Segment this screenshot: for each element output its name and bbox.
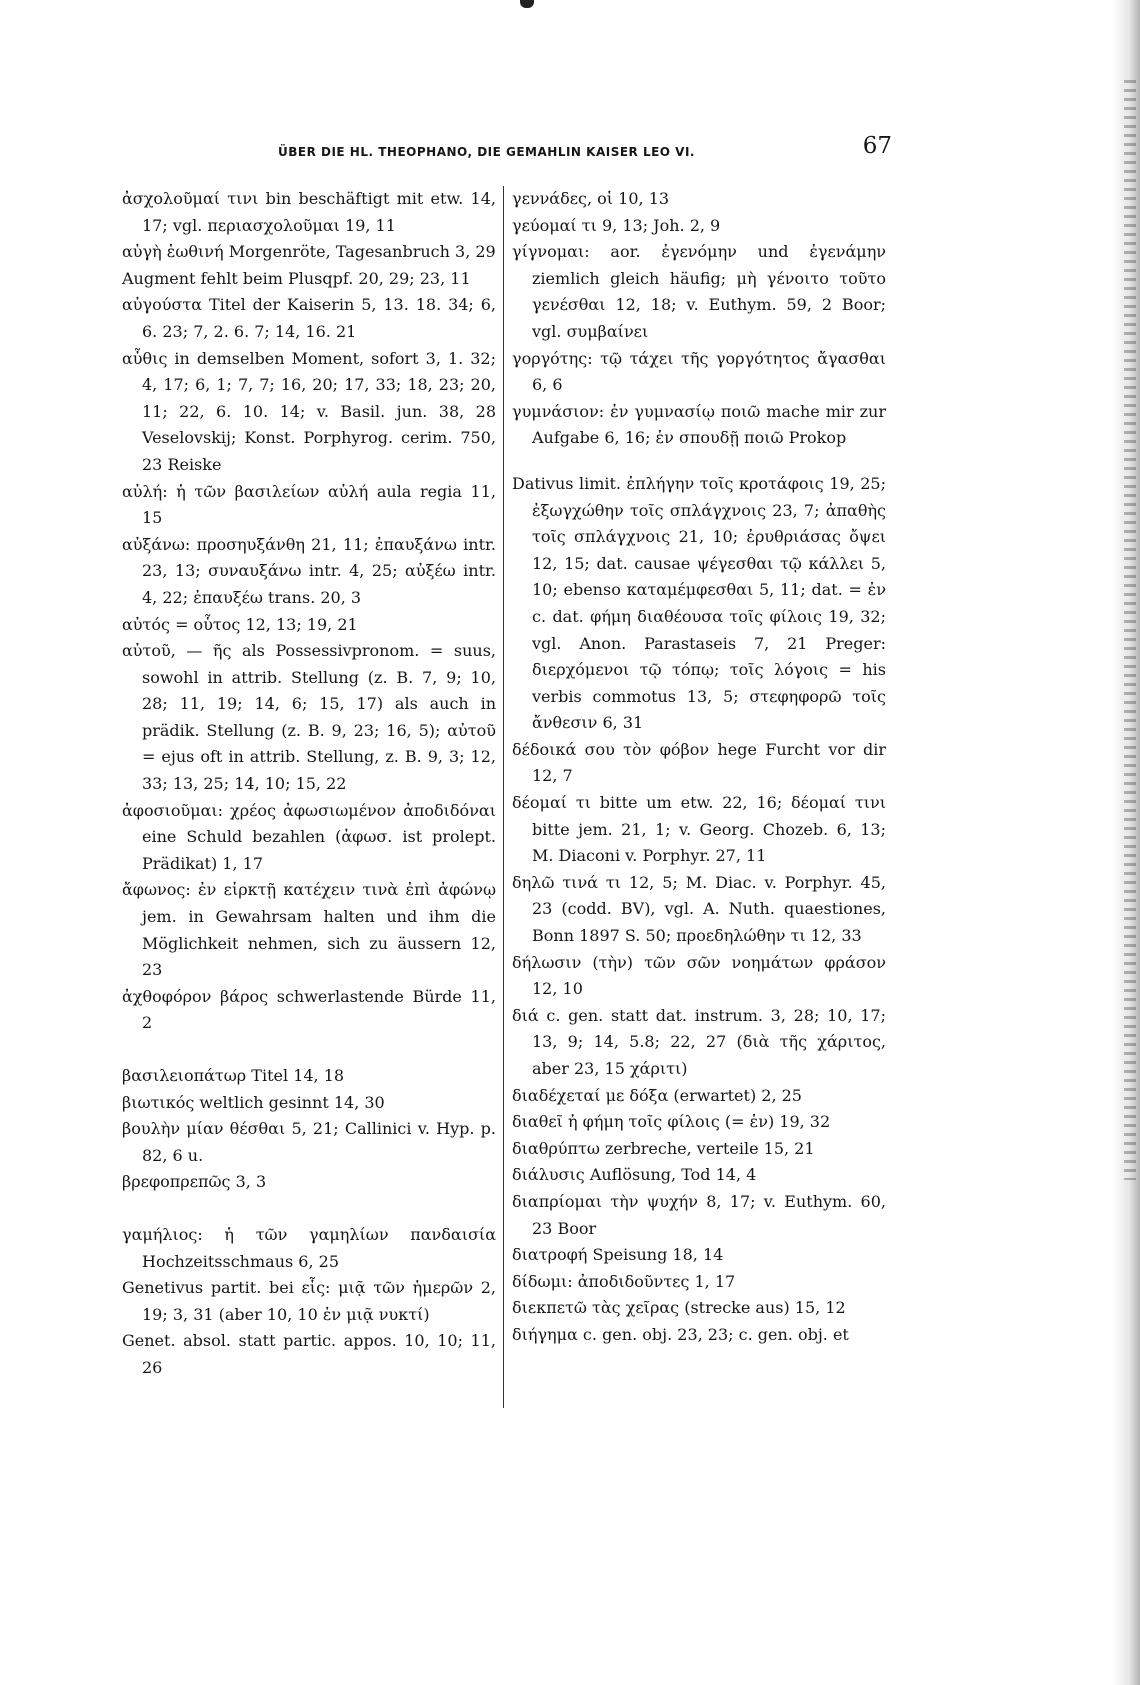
- index-entry: Genet. absol. statt partic. appos. 10, 10; 11, 26: [122, 1331, 496, 1377]
- scan-edge-shadow: [1112, 0, 1140, 1685]
- index-entry: αὖθις in demselben Moment, sofort 3, 1. 32; 4, 17; 6, 1; 7, 7; 16, 20; 17, 33; 18, 23; 20, 11; 22, 6. 10. 14; v. Basil. jun. 38, 28 Veselovskij; Konst. Porphyrog. cerim. 750, 23 Reiske: [122, 348, 496, 474]
- index-entry: ἀφοσιοῦμαι: χρέος ἀφωσιωμένον ἀποδιδόναι eine Schuld bezahlen (ἀφωσ. ist prolept. Prädikat) 1, 17: [122, 800, 496, 873]
- running-title: ÜBER DIE HL. THEOPHANO, DIE GEMAHLIN KAISER LEO VI.: [278, 145, 695, 159]
- index-entry: αὐγούστα Titel der Kaiserin 5, 13. 18. 34; 6, 6. 23; 7, 2. 6. 7; 14, 16. 21: [122, 295, 496, 341]
- index-entry: Dativus limit. ἐπλήγην τοῖς κροτάφοις 19, 25; ἐξωγχώθην τοῖς σπλάγχνοις 23, 7; ἀπαθὴς τοῖς σπλάγχνοις 21, 10; ἐρυθριάσας ὄψει 12, 15; dat. causae ψέγεσθαι τῷ κάλλει 5, 10; ebenso καταμέμφεσθαι 5, 11; dat. = ἐν c. dat. φήμη διαθέουσα τοῖς φίλοις 19, 32; vgl. Anon. Parastaseis 7, 21 Preger: διερχόμενοι τῷ τόπῳ; τοῖς λόγοις = his verbis commotus 13, 5; στεφηφορῶ τοῖς ἄνθεσιν 6, 31: [512, 473, 886, 733]
- index-entry: διαθρύπτω zerbreche, verteile 15, 21: [512, 1138, 815, 1158]
- index-entry: γίγνομαι: aor. ἐγενόμην und ἐγενάμην ziemlich gleich häufig; μὴ γένοιτο τοῦτο γενέσθαι 12, 18; v. Euthym. 59, 2 Boor; vgl. συμβαίνει: [512, 242, 886, 341]
- section-gap: [122, 1196, 496, 1222]
- index-entry: βρεφοπρεπῶς 3, 3: [122, 1172, 267, 1192]
- index-entry: διαπρίομαι τὴν ψυχήν 8, 17; v. Euthym. 60, 23 Boor: [512, 1191, 886, 1238]
- index-entry: Augment fehlt beim Plusqpf. 20, 29; 23, 11: [122, 268, 471, 288]
- index-entry: γεννάδες, οἱ 10, 13: [512, 189, 670, 208]
- column-divider: [503, 186, 504, 1408]
- index-entry: δηλῶ τινά τι 12, 5; M. Diac. v. Porphyr. 45, 23 (codd. BV), vgl. A. Nuth. quaestiones, Bonn 1897 S. 50; προεδηλώθην τι 12, 33: [512, 872, 886, 946]
- index-entry: διάλυσις Auflösung, Tod 14, 4: [512, 1165, 757, 1185]
- index-entry: γοργότης: τῷ τάχει τῆς γοργότητος ἄγασθαι 6, 6: [512, 348, 886, 395]
- index-entry: διήγημα c. gen. obj. 23, 23; c. gen. obj. et: [512, 1324, 849, 1344]
- index-entry: ἀχθοφόρον βάρος schwerlastende Bürde 11, 2: [122, 986, 496, 1033]
- index-entry: διαθεῖ ἡ φήμη τοῖς φίλοις (= ἐν) 19, 32: [512, 1112, 831, 1132]
- index-entry: διεκπετῶ τὰς χεῖρας (strecke aus) 15, 12: [512, 1298, 846, 1318]
- right-column: [512, 186, 886, 1349]
- index-entry: γαμήλιος: ἡ τῶν γαμηλίων πανδαισία Hochzeitsschmaus 6, 25: [122, 1224, 496, 1271]
- index-entry: βουλὴν μίαν θέσθαι 5, 21; Callinici v. Hyp. p. 82, 6 u.: [122, 1119, 496, 1165]
- index-entry: Genetivus partit. bei εἷς: μιᾷ τῶν ἡμερῶν 2, 19; 3, 31 (aber 10, 10 ἐν μιᾷ νυκτί): [122, 1278, 496, 1324]
- index-entry: δίδωμι: ἀποδιδοῦντες 1, 17: [512, 1271, 736, 1291]
- page-number: 67: [862, 133, 892, 159]
- index-entry: αὐτός = οὗτος 12, 13; 19, 21: [122, 614, 358, 634]
- section-gap: [122, 1037, 496, 1063]
- index-entry: γυμνάσιον: ἐν γυμνασίῳ ποιῶ mache mir zur Aufgabe 6, 16; ἐν σπουδῇ ποιῶ Prokop: [512, 401, 886, 448]
- page-header: [192, 133, 892, 173]
- index-entry: αὐγὴ ἑωθινή Morgenröte, Tagesanbruch 3, 29: [122, 242, 496, 262]
- index-entry: βιωτικός weltlich gesinnt 14, 30: [122, 1092, 385, 1112]
- index-entry: αὐλή: ἡ τῶν βασιλείων αὐλή aula regia 11, 15: [122, 481, 496, 528]
- section-gap: [512, 452, 886, 471]
- index-entry: δήλωσιν (τὴν) τῶν σῶν νοημάτων φράσον 12, 10: [512, 952, 886, 999]
- left-column: [122, 186, 496, 1382]
- index-entry: δέδοικά σου τὸν φόβον hege Furcht vor dir 12, 7: [512, 739, 886, 786]
- index-entry: διά c. gen. statt dat. instrum. 3, 28; 10, 17; 13, 9; 14, 5.8; 22, 27 (διὰ τῆς χάριτος, aber 23, 15 χάριτι): [512, 1005, 886, 1078]
- index-entry: ἀσχολοῦμαί τινι bin beschäftigt mit etw. 14, 17; vgl. περιασχολοῦμαι 19, 11: [122, 189, 496, 235]
- index-entry: διαδέχεταί με δόξα (erwartet) 2, 25: [512, 1085, 802, 1105]
- index-entry: γεύομαί τι 9, 13; Joh. 2, 9: [512, 215, 721, 235]
- scan-mark: [520, 0, 534, 8]
- index-entry: αὐτοῦ, — ῆς als Possessivpronom. = suus, sowohl in attrib. Stellung (z. B. 7, 9; 10, 28; 11, 19; 14, 6; 15, 17) als auch in prädik. Stellung (z. B. 9, 23; 16, 5); αὐτοῦ = ejus oft in attrib. Stellung, z. B. 9, 3; 12, 33; 13, 25; 14, 10; 15, 22: [122, 641, 496, 794]
- index-entry: ἄφωνος: ἐν εἱρκτῇ κατέχειν τινὰ ἐπὶ ἀφώνῳ jem. in Gewahrsam halten und ihm die Möglichkeit nehmen, sich zu äussern 12, 23: [122, 880, 496, 980]
- index-entry: δέομαί τι bitte um etw. 22, 16; δέομαί τινι bitte jem. 21, 1; v. Georg. Chozeb. 6, 13; M. Diaconi v. Porphyr. 27, 11: [512, 793, 886, 866]
- index-entry: βασιλειοπάτωρ Titel 14, 18: [122, 1066, 345, 1085]
- index-entry: αὐξάνω: προσηυξάνθη 21, 11; ἐπαυξάνω intr. 23, 13; συναυξάνω intr. 4, 25; αὐξέω intr. 4, 22; ἐπαυξέω trans. 20, 3: [122, 534, 496, 607]
- index-entry: διατροφή Speisung 18, 14: [512, 1245, 724, 1265]
